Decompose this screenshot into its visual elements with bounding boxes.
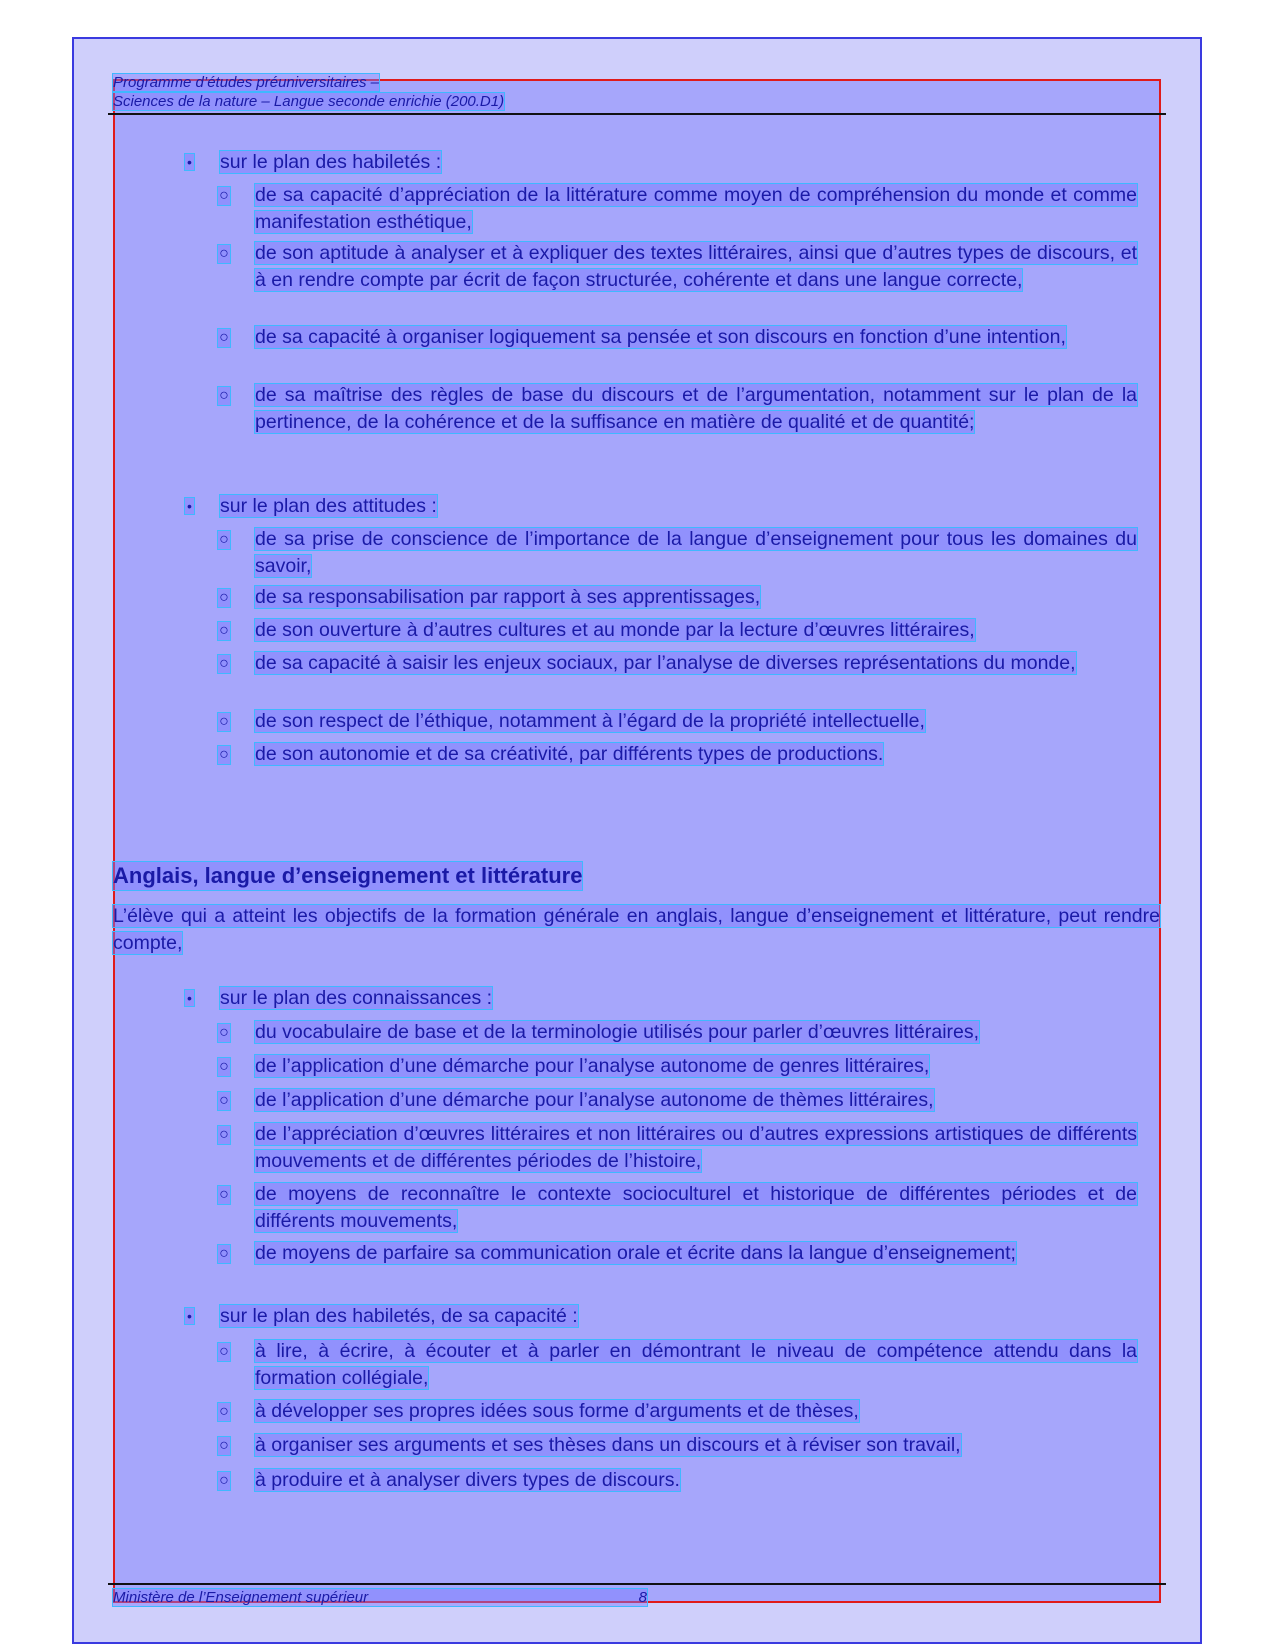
circle-bullet-icon: ○ [219, 1058, 229, 1075]
list-item: de sa maîtrise des règles de base du discours et de l’argumentation, notamment sur le plan de la pertinence, de la cohérence et de la suffisance en matière de qualité et de quantité; [255, 384, 1137, 433]
list-item: à produire et à analyser divers types de discours. [255, 1469, 680, 1491]
circle-bullet-icon: ○ [219, 1024, 229, 1041]
list-item: de sa capacité à saisir les enjeux sociaux, par l’analyse de diverses représentations du monde, [255, 652, 1076, 674]
lead-habiletes-capacite: sur le plan des habiletés, de sa capacité : [220, 1305, 578, 1327]
list-item: de moyens de reconnaître le contexte socioculturel et historique de différentes périodes et de différents mouvements, [255, 1183, 1137, 1232]
page-number: 8 [638, 1589, 647, 1606]
circle-bullet-icon: ○ [219, 1126, 229, 1143]
circle-bullet-icon: ○ [219, 746, 229, 763]
circle-bullet-icon: ○ [219, 1186, 229, 1203]
header-subtitle: Sciences de la nature – Langue seconde enrichie (200.D1) [113, 93, 505, 110]
list-item: du vocabulaire de base et de la terminologie utilisés pour parler d’œuvres littéraires, [255, 1021, 980, 1043]
list-item: de moyens de parfaire sa communication orale et écrite dans la langue d’enseignement; [255, 1242, 1016, 1264]
circle-bullet-icon: ○ [219, 1343, 229, 1360]
circle-bullet-icon: ○ [219, 1437, 229, 1454]
lead-habiletes: sur le plan des habiletés : [220, 151, 442, 173]
circle-bullet-icon: ○ [219, 1092, 229, 1109]
header-rule [108, 113, 1166, 115]
list-item: de son aptitude à analyser et à expliquer des textes littéraires, ainsi que d’autres types de discours, et à en rendre compte par écrit de façon structurée, cohérente et dans une langue correcte, [255, 242, 1137, 291]
circle-bullet-icon: ○ [219, 245, 229, 262]
circle-bullet-icon: ○ [219, 387, 229, 404]
list-item: de l’appréciation d’œuvres littéraires et non littéraires ou d’autres expressions artistiques de différents mouvements et de différentes périodes de l’histoire, [255, 1123, 1137, 1172]
circle-bullet-icon: ○ [219, 713, 229, 730]
list-item: de l’application d’une démarche pour l’analyse autonome de thèmes littéraires, [255, 1089, 934, 1111]
list-item: de son respect de l’éthique, notamment à l’égard de la propriété intellectuelle, [255, 710, 925, 732]
circle-bullet-icon: ○ [219, 1245, 229, 1262]
section-heading: Anglais, langue d’enseignement et littérature [113, 863, 583, 888]
bullet-icon: • [185, 154, 194, 170]
circle-bullet-icon: ○ [219, 329, 229, 346]
bullet-icon: • [185, 1308, 194, 1324]
bullet-icon: • [185, 498, 194, 514]
list-item: de l’application d’une démarche pour l’analyse autonome de genres littéraires, [255, 1055, 930, 1077]
bullet-icon: • [185, 990, 194, 1006]
footer-rule [108, 1583, 1166, 1585]
circle-bullet-icon: ○ [219, 1472, 229, 1489]
circle-bullet-icon: ○ [219, 1403, 229, 1420]
circle-bullet-icon: ○ [219, 589, 229, 606]
list-item: à organiser ses arguments et ses thèses dans un discours et à réviser son travail, [255, 1434, 961, 1456]
list-item: de sa capacité d’appréciation de la littérature comme moyen de compréhension du monde et comme manifestation esthétique, [255, 184, 1137, 233]
list-item: de sa prise de conscience de l’importance de la langue d’enseignement pour tous les domaines du savoir, [255, 528, 1137, 577]
list-item: de son autonomie et de sa créativité, par différents types de productions. [255, 743, 884, 765]
list-item: à lire, à écrire, à écouter et à parler en démontrant le niveau de compétence attendu dans la formation collégiale, [255, 1340, 1137, 1389]
list-item: de sa capacité à organiser logiquement sa pensée et son discours en fonction d’une intention, [255, 326, 1066, 348]
list-item: à développer ses propres idées sous forme d’arguments et de thèses, [255, 1400, 859, 1422]
footer-ministry: Ministère de l’Enseignement supérieur 8 [113, 1589, 647, 1606]
list-item: de sa responsabilisation par rapport à ses apprentissages, [255, 586, 761, 608]
circle-bullet-icon: ○ [219, 622, 229, 639]
circle-bullet-icon: ○ [219, 531, 229, 548]
intro-paragraph: L’élève qui a atteint les objectifs de la formation générale en anglais, langue d’enseignement et littérature, peut rendre compte, [113, 905, 1160, 954]
header-program: Programme d’études préuniversitaires – [113, 74, 379, 91]
lead-connaissances: sur le plan des connaissances : [220, 987, 493, 1009]
lead-attitudes: sur le plan des attitudes : [220, 495, 437, 517]
circle-bullet-icon: ○ [219, 187, 229, 204]
list-item: de son ouverture à d’autres cultures et au monde par la lecture d’œuvres littéraires, [255, 619, 975, 641]
circle-bullet-icon: ○ [219, 655, 229, 672]
